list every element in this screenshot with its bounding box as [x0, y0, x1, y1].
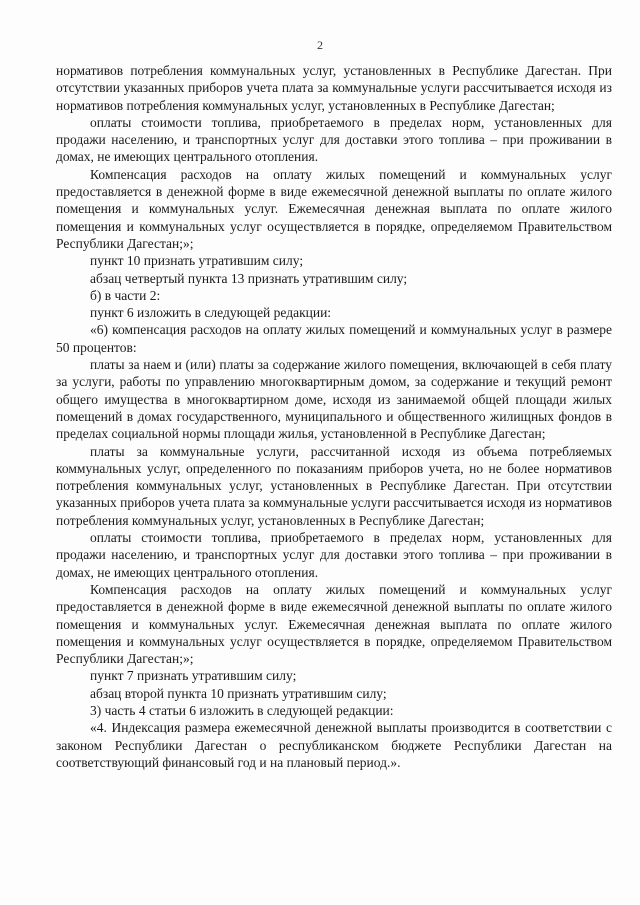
paragraph: абзац четвертый пункта 13 признать утратившим силу;: [90, 270, 408, 286]
paragraph: «6) компенсация расходов на оплату жилых помещений и коммунальных услуг в размере 50 процентов:: [56, 322, 612, 355]
paragraph: пункт 10 признать утратившим силу;: [90, 253, 304, 269]
paragraph: 3) часть 4 статьи 6 изложить в следующей редакции:: [90, 702, 394, 718]
paragraph: пункт 6 изложить в следующей редакции:: [90, 305, 332, 321]
document-body: [56, 62, 612, 771]
paragraph: абзац второй пункта 10 признать утратившим силу;: [90, 685, 387, 701]
paragraph: нормативов потребления коммунальных услуг, установленных в Республике Дагестан. При отсутствии указанных приборов учета плата за коммунальные услуги рассчитывается исходя из нормативов потребления коммунальных услуг, установленных в Республике Дагестан;: [56, 63, 612, 113]
paragraph: пункт 7 признать утратившим силу;: [90, 668, 297, 684]
paragraph: платы за наем и (или) платы за содержание жилого помещения, включающей в себя плату за услуги, работы по управлению многоквартирным домом, за содержание и текущий ремонт общего имущества в многоквартирном доме, исходя из занимаемой общей площади жилых помещений в домах государственного, муниципального и общественного жилищных фондов в пределах социальной нормы площади жилья, установленной в Республике Дагестан;: [56, 357, 612, 442]
paragraph: б) в части 2:: [90, 287, 161, 303]
paragraph: «4. Индексация размера ежемесячной денежной выплаты производится в соответствии с законом Республики Дагестан о республиканском бюджете Республики Дагестан на соответствующий финансовый год и на плановый период.».: [56, 720, 612, 770]
paragraph: платы за коммунальные услуги, рассчитанной исходя из объема потребляемых коммунальных услуг, определенного по показаниям приборов учета, но не более нормативов потребления коммунальных услуг, установленных в Республике Дагестан. При отсутствии указанных приборов учета плата за коммунальные услуги рассчитывается исходя из нормативов потребления коммунальных услуг, установленных в Республике Дагестан;: [56, 443, 612, 528]
paragraph: оплаты стоимости топлива, приобретаемого в пределах норм, установленных для продажи населению, и транспортных услуг для доставки этого топлива – при проживании в домах, не имеющих центрального отопления.: [56, 114, 612, 165]
paragraph: оплаты стоимости топлива, приобретаемого в пределах норм, установленных для продажи населению, и транспортных услуг для доставки этого топлива – при проживании в домах, не имеющих центрального отопления.: [56, 530, 612, 580]
paragraph: Компенсация расходов на оплату жилых помещений и коммунальных услуг предоставляется в денежной форме в виде ежемесячной денежной выплаты по оплате жилого помещения и коммунальных услуг. Ежемесячная денежная выплата по оплате жилого помещения и коммунальных услуг осуществляется в порядке, определяемом Правительством Республики Дагестан;»;: [56, 166, 612, 251]
page-number: 2: [317, 38, 323, 52]
paragraph: Компенсация расходов на оплату жилых помещений и коммунальных услуг предоставляется в денежной форме в виде ежемесячной денежной выплаты по оплате жилого помещения и коммунальных услуг. Ежемесячная денежная выплата по оплате жилого помещения и коммунальных услуг осуществляется в порядке, определяемом Правительством Республики Дагестан;»;: [56, 581, 612, 667]
